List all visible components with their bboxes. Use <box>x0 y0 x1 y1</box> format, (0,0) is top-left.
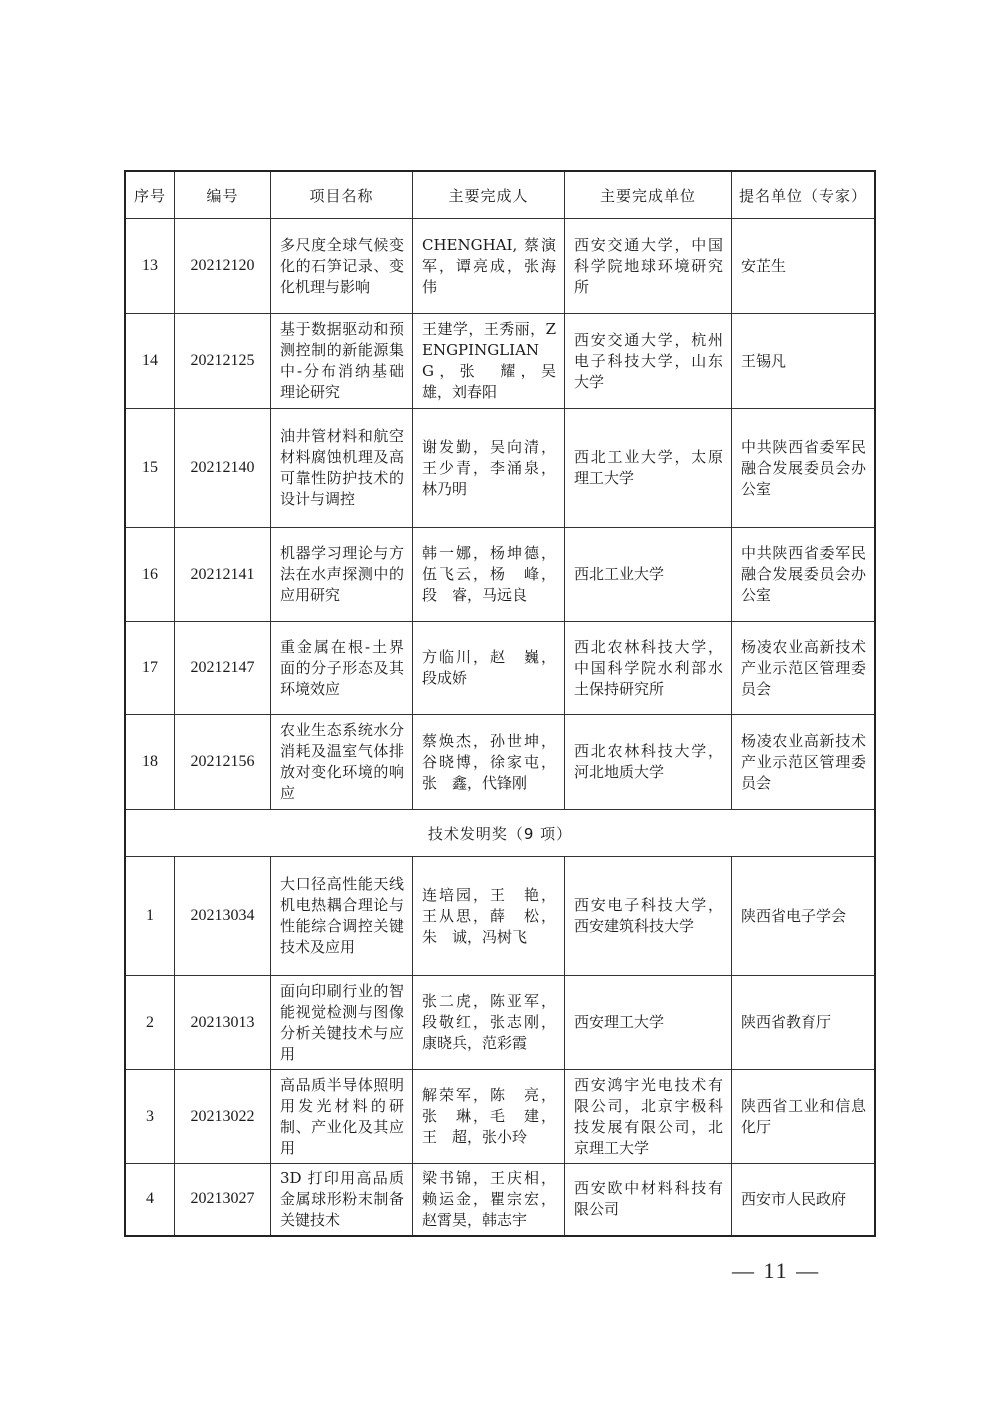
cell-main-units-text: 西安交通大学，中国科学院地球环境研究所 <box>574 235 723 296</box>
cell-project-name <box>271 715 413 810</box>
cell-main-contributors-text: 张二虎，陈亚军，段敬红，张志刚，康晓兵，范彩霞 <box>422 992 556 1052</box>
cell-nominator-text: 王锡凡 <box>741 351 787 370</box>
cell-main-units <box>565 409 732 528</box>
cell-code-text: 20213027 <box>190 1190 255 1208</box>
table-row <box>125 857 875 976</box>
cell-project-name <box>271 314 413 409</box>
cell-seq <box>125 622 175 715</box>
cell-main-units <box>565 622 732 715</box>
table-row <box>125 1070 875 1164</box>
cell-nominator-text: 陕西省电子学会 <box>741 906 847 925</box>
cell-code-text: 20212140 <box>190 459 255 476</box>
cell-nominator-text: 杨凌农业高新技术产业示范区管理委员会 <box>741 637 866 698</box>
cell-seq-text: 2 <box>146 1013 154 1031</box>
cell-nominator <box>732 528 876 622</box>
cell-seq <box>125 857 175 976</box>
cell-code <box>175 622 271 715</box>
cell-nominator <box>732 409 876 528</box>
cell-seq-text: 3 <box>146 1107 154 1125</box>
cell-main-units <box>565 715 732 810</box>
cell-project-name-text: 重金属在根-土界面的分子形态及其环境效应 <box>280 637 404 698</box>
section-title: 技术发明奖（9 项） <box>125 810 875 857</box>
cell-project-name <box>271 219 413 314</box>
cell-main-contributors-text: 谢发勤，吴向清，王少青，李涌泉，林乃明 <box>422 437 556 498</box>
cell-code-text: 20213022 <box>190 1107 255 1125</box>
cell-project-name <box>271 622 413 715</box>
header-code: 编号 <box>175 171 271 219</box>
cell-code <box>175 219 271 314</box>
cell-main-units-text: 西北工业大学 <box>574 565 665 583</box>
cell-code-text: 20213013 <box>190 1013 255 1031</box>
cell-nominator <box>732 622 876 715</box>
cell-main-units-text: 西安欧中材料科技有限公司 <box>574 1179 723 1219</box>
cell-main-units <box>565 1070 732 1164</box>
cell-project-name-text: 油井管材料和航空材料腐蚀机理及高可靠性防护技术的设计与调控 <box>280 427 404 508</box>
cell-code-text: 20212147 <box>190 659 255 676</box>
table-row <box>125 219 875 314</box>
cell-main-contributors <box>413 857 565 976</box>
cell-main-contributors-text: 方临川，赵 巍，段成娇 <box>422 648 556 687</box>
cell-nominator-text: 中共陕西省委军民融合发展委员会办公室 <box>741 437 866 498</box>
cell-code <box>175 528 271 622</box>
cell-main-units-text: 西北农林科技大学，河北地质大学 <box>574 742 723 781</box>
cell-seq <box>125 1070 175 1164</box>
cell-nominator <box>732 1070 876 1164</box>
cell-main-contributors <box>413 1164 565 1236</box>
cell-main-contributors-text: 韩一娜，杨坤德，伍飞云，杨 峰，段 睿，马远良 <box>422 544 556 604</box>
cell-nominator-text: 杨凌农业高新技术产业示范区管理委员会 <box>741 731 866 792</box>
cell-code <box>175 976 271 1070</box>
cell-main-contributors <box>413 976 565 1070</box>
cell-main-contributors-text: 蔡焕杰，孙世坤，谷晓博，徐家屯，张 鑫，代锋刚 <box>422 731 556 792</box>
cell-main-contributors-text: 梁书锦，王庆相，赖运金，瞿宗宏，赵霄昊，韩志宇 <box>422 1168 556 1229</box>
cell-main-units <box>565 219 732 314</box>
cell-seq-text: 16 <box>142 565 158 583</box>
cell-main-contributors-text: CHENGHAI, 蔡演军，谭亮成，张海伟 <box>422 235 556 296</box>
cell-seq-text: 18 <box>142 753 158 770</box>
table-row <box>125 976 875 1070</box>
cell-code-text: 20212120 <box>190 257 255 274</box>
cell-project-name-text: 面向印刷行业的智能视觉检测与图像分析关键技术与应用 <box>280 981 404 1063</box>
cell-main-contributors-text: 解荣军，陈 亮，张 琳，毛 建，王 超，张小玲 <box>422 1086 556 1146</box>
cell-main-contributors <box>413 314 572 409</box>
header-project-name: 项目名称 <box>271 171 413 219</box>
cell-nominator-text: 中共陕西省委军民融合发展委员会办公室 <box>741 544 866 604</box>
cell-code-text: 20212141 <box>190 565 255 583</box>
cell-nominator <box>732 219 876 314</box>
cell-main-contributors-text: 连培园，王 艳，王从思，薛 松，朱 诚，冯树飞 <box>422 885 556 946</box>
cell-main-contributors <box>413 715 565 810</box>
cell-project-name <box>271 409 413 528</box>
cell-project-name-text: 机器学习理论与方法在水声探测中的应用研究 <box>280 544 404 604</box>
cell-project-name <box>271 857 413 976</box>
cell-main-contributors <box>413 622 565 715</box>
cell-nominator <box>732 976 876 1070</box>
cell-nominator <box>732 314 876 409</box>
section-header-row <box>125 810 875 857</box>
cell-code <box>175 314 271 409</box>
cell-main-units-text: 西北工业大学，太原理工大学 <box>574 448 723 487</box>
cell-main-units-text: 西安鸿宇光电技术有限公司，北京宇极科技发展有限公司，北京理工大学 <box>574 1075 723 1157</box>
cell-seq <box>125 1164 175 1236</box>
awards-table <box>124 170 876 1237</box>
cell-nominator-text: 安芷生 <box>741 256 787 275</box>
cell-code <box>175 1164 271 1236</box>
cell-project-name <box>271 1164 413 1236</box>
cell-nominator <box>732 857 876 976</box>
cell-seq <box>125 976 175 1070</box>
cell-seq-text: 14 <box>142 352 158 369</box>
header-main-units: 主要完成单位 <box>565 171 732 219</box>
cell-nominator-text: 陕西省工业和信息化厅 <box>741 1096 866 1136</box>
cell-seq <box>125 528 175 622</box>
cell-code-text: 20213034 <box>190 907 255 924</box>
cell-project-name-text: 农业生态系统水分消耗及温室气体排放对变化环境的响应 <box>280 721 404 802</box>
cell-project-name <box>271 976 413 1070</box>
cell-code <box>175 1070 271 1164</box>
cell-main-units-text: 西安交通大学，杭州电子科技大学，山东大学 <box>574 330 723 391</box>
cell-seq-text: 4 <box>146 1190 154 1208</box>
cell-seq-text: 1 <box>146 907 154 924</box>
page-number: — 11 — <box>732 1258 821 1283</box>
cell-main-units-text: 西北农林科技大学，中国科学院水利部水土保持研究所 <box>574 637 723 698</box>
header-seq: 序号 <box>125 171 175 219</box>
table-row <box>125 1164 875 1236</box>
cell-project-name-text: 高品质半导体照明用发光材料的研制、产业化及其应用 <box>280 1075 404 1157</box>
cell-main-units <box>565 857 732 976</box>
header-main-contributors: 主要完成人 <box>413 171 565 219</box>
cell-nominator <box>732 715 876 810</box>
cell-code <box>175 715 271 810</box>
cell-seq-text: 17 <box>142 659 158 676</box>
cell-code-text: 20212125 <box>190 352 255 369</box>
cell-project-name-text: 大口径高性能天线机电热耦合理论与性能综合调控关键技术及应用 <box>280 875 404 956</box>
table-row <box>125 409 875 528</box>
table-row <box>125 622 875 715</box>
cell-seq <box>125 715 175 810</box>
cell-main-units-text: 西安电子科技大学，西安建筑科技大学 <box>574 896 723 935</box>
cell-main-contributors <box>413 219 565 314</box>
cell-project-name <box>271 1070 413 1164</box>
cell-main-units <box>565 314 732 409</box>
cell-project-name-text: 多尺度全球气候变化的石笋记录、变化机理与影响 <box>280 235 404 296</box>
cell-project-name-text: 3D 打印用高品质金属球形粉末制备关键技术 <box>280 1168 404 1229</box>
cell-main-contributors <box>413 409 565 528</box>
header-nominator: 提名单位（专家） <box>732 171 876 219</box>
cell-seq <box>125 409 175 528</box>
table-row <box>125 314 875 409</box>
cell-seq-text: 15 <box>142 459 158 476</box>
table-header-row <box>125 171 875 219</box>
cell-project-name-text: 基于数据驱动和预测控制的新能源集中-分布消纳基础理论研究 <box>280 320 404 401</box>
cell-seq <box>125 314 175 409</box>
cell-nominator-text: 西安市人民政府 <box>741 1189 847 1208</box>
table-row <box>125 528 875 622</box>
cell-main-units <box>565 1164 732 1236</box>
cell-main-units-text: 西安理工大学 <box>574 1013 665 1031</box>
cell-main-units <box>565 528 732 622</box>
cell-main-units <box>565 976 732 1070</box>
cell-code-text: 20212156 <box>190 753 255 770</box>
table-row <box>125 715 875 810</box>
cell-code <box>175 857 271 976</box>
cell-project-name <box>271 528 413 622</box>
cell-code <box>175 409 271 528</box>
cell-nominator-text: 陕西省教育厅 <box>741 1013 832 1031</box>
cell-main-contributors <box>413 528 565 622</box>
cell-seq <box>125 219 175 314</box>
cell-seq-text: 13 <box>142 257 158 274</box>
cell-main-contributors <box>413 1070 565 1164</box>
cell-main-contributors-text: 王建学，王秀丽，ZENGPINGLIANG，张 耀，吴 雄，刘春阳 <box>422 320 572 401</box>
cell-nominator <box>732 1164 876 1236</box>
